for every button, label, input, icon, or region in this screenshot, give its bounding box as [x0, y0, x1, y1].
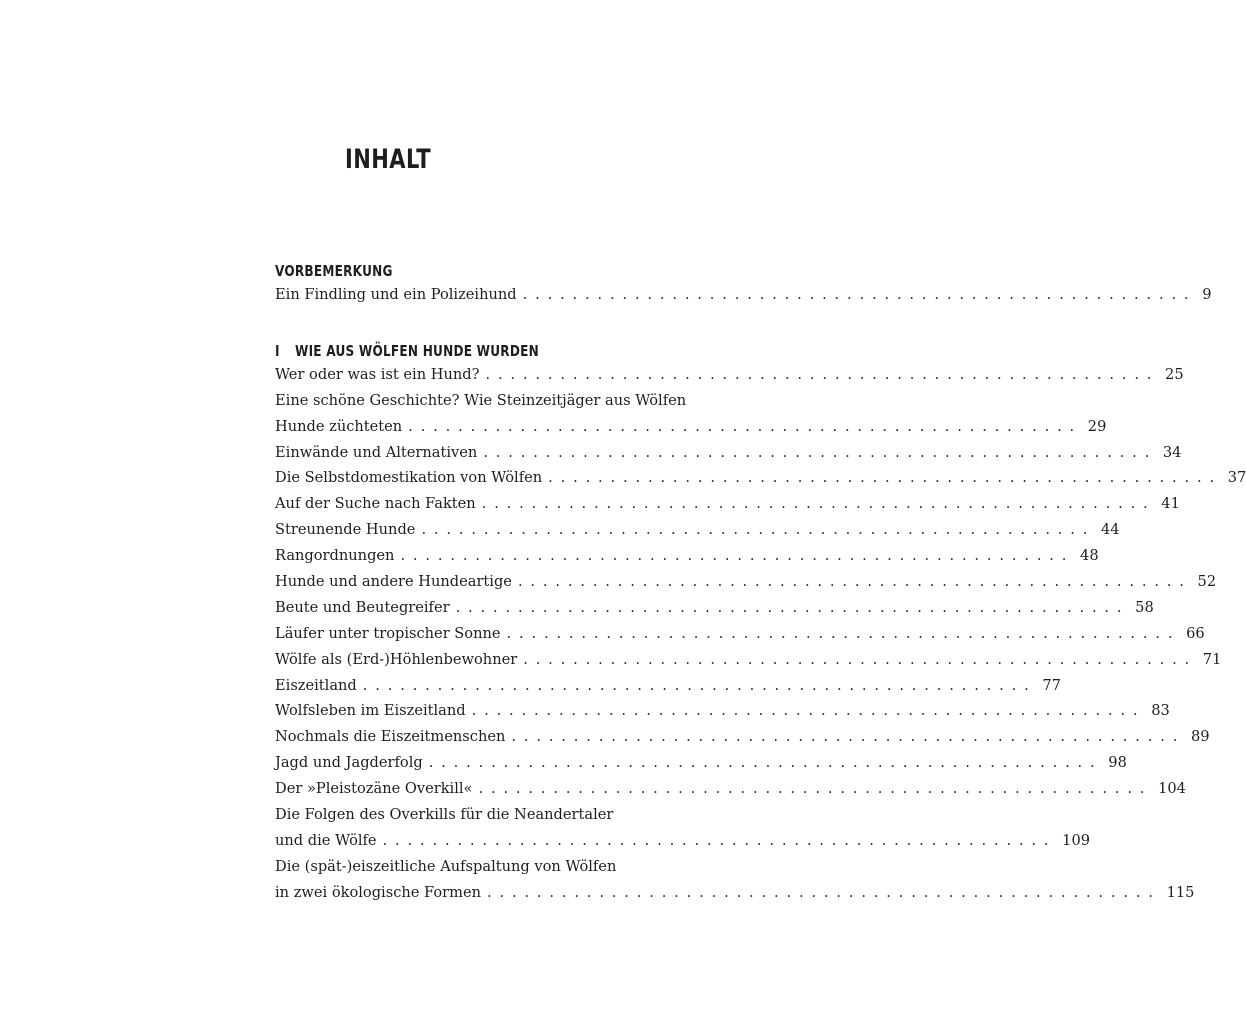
toc-page-number: 109 [1062, 831, 1091, 849]
toc-entry[interactable] [275, 414, 1107, 440]
toc-entry-title: Hunde und andere Hundeartige [275, 573, 512, 591]
toc-entry[interactable] [275, 750, 1127, 776]
dot-leader: . . . . . . . . . . . . . . . . . . . . . . . . . . . . . . . . . . . . . . . . . . . . . . . . . . . . . . [471, 702, 1140, 720]
toc-entry[interactable] [275, 776, 1186, 802]
toc-entry[interactable] [275, 724, 1210, 750]
toc-page-number: 89 [1190, 728, 1210, 746]
section-title: WIE AUS WÖLFEN HUNDE WURDEN [295, 341, 539, 360]
dot-leader: . . . . . . . . . . . . . . . . . . . . . . . . . . . . . . . . . . . . . . . . . . . . . . . . . . . . . . [517, 573, 1186, 591]
toc-entry[interactable] [275, 388, 725, 414]
dot-leader: . . . . . . . . . . . . . . . . . . . . . . . . . . . . . . . . . . . . . . . . . . . . . . . . . . . . . . [481, 495, 1150, 513]
dot-leader: . . . . . . . . . . . . . . . . . . . . . . . . . . . . . . . . . . . . . . . . . . . . . . . . . . . . . . [523, 650, 1191, 668]
toc-entry-title: Eiszeitland [275, 676, 357, 694]
toc-page-number: 66 [1186, 624, 1205, 642]
toc-entry[interactable] [275, 647, 1222, 673]
page-title: INHALT [345, 144, 432, 175]
toc-page-number: 83 [1151, 702, 1170, 720]
toc-entry-title: Die (spät-)eiszeitliche Aufspaltung von Wölfen [275, 857, 617, 875]
toc-entry[interactable] [275, 673, 1061, 699]
section-title: VORBEMERKUNG [275, 262, 393, 280]
toc-entry-title: Nochmals die Eiszeitmenschen [275, 728, 506, 746]
toc-page-number: 115 [1166, 883, 1195, 901]
toc-page-number: 25 [1165, 365, 1184, 383]
toc-page-number: 98 [1108, 754, 1127, 772]
toc-page-number: 41 [1161, 495, 1180, 513]
toc-entry[interactable] [275, 282, 1212, 308]
toc-entry[interactable] [275, 854, 725, 880]
dot-leader: . . . . . . . . . . . . . . . . . . . . . . . . . . . . . . . . . . . . . . . . . . . . . . . . . . . . . . [485, 365, 1154, 383]
toc-entry-title: Die Folgen des Overkills für die Neandertaler [275, 806, 614, 824]
dot-leader: . . . . . . . . . . . . . . . . . . . . . . . . . . . . . . . . . . . . . . . . . . . . . . . . . . . . . . [421, 521, 1090, 539]
dot-leader: . . . . . . . . . . . . . . . . . . . . . . . . . . . . . . . . . . . . . . . . . . . . . . . . . . . . . . [428, 754, 1097, 772]
dot-leader: . . . . . . . . . . . . . . . . . . . . . . . . . . . . . . . . . . . . . . . . . . . . . . . . . . . . . . [522, 286, 1191, 303]
toc-entry-title: Streunende Hunde [275, 521, 416, 539]
toc-entry[interactable] [275, 491, 1180, 517]
toc-entry-title: Hunde züchteten [275, 417, 403, 435]
toc-page-number: 77 [1042, 676, 1061, 694]
dot-leader: . . . . . . . . . . . . . . . . . . . . . . . . . . . . . . . . . . . . . . . . . . . . . . . . . . . . . . [511, 728, 1179, 746]
toc-entry-title: Wolfsleben im Eiszeitland [275, 702, 466, 720]
toc-entry-title: Ein Findling und ein Polizeihund [275, 286, 517, 303]
section-heading [275, 252, 725, 282]
toc-entry-title: Jagd und Jagderfolg [275, 754, 423, 772]
section-numeral: I [275, 341, 280, 360]
toc-entry-title: Die Selbstdomestikation von Wölfen [275, 469, 543, 487]
section-heading [275, 332, 725, 362]
dot-leader: . . . . . . . . . . . . . . . . . . . . . . . . . . . . . . . . . . . . . . . . . . . . . . . . . . . . . . [400, 547, 1069, 565]
toc-page-number: 48 [1080, 547, 1099, 565]
dot-leader: . . . . . . . . . . . . . . . . . . . . . . . . . . . . . . . . . . . . . . . . . . . . . . . . . . . . . . [548, 469, 1216, 487]
toc-entry[interactable] [275, 828, 1091, 854]
toc-entry[interactable] [275, 362, 1184, 388]
toc-entry[interactable] [275, 569, 1217, 595]
toc-entry[interactable] [275, 880, 1195, 906]
toc-page-number: 44 [1101, 521, 1120, 539]
toc-entry[interactable] [275, 517, 1120, 543]
toc-page-number: 104 [1158, 780, 1186, 798]
toc-page-number: 9 [1202, 286, 1212, 303]
dot-leader: . . . . . . . . . . . . . . . . . . . . . . . . . . . . . . . . . . . . . . . . . . . . . . . . . . . . . . [382, 831, 1051, 849]
toc-entry[interactable] [275, 440, 1182, 466]
dot-leader: . . . . . . . . . . . . . . . . . . . . . . . . . . . . . . . . . . . . . . . . . . . . . . . . . . . . . . [362, 676, 1031, 694]
toc-entry-title: Rangordnungen [275, 547, 395, 565]
toc-page-number: 34 [1162, 443, 1182, 461]
dot-leader: . . . . . . . . . . . . . . . . . . . . . . . . . . . . . . . . . . . . . . . . . . . . . . . . . . . . . . [455, 598, 1124, 616]
toc-page-number: 29 [1087, 417, 1107, 435]
toc-page-number: 58 [1135, 598, 1154, 616]
toc-entry[interactable] [275, 621, 1205, 647]
toc-entry[interactable] [275, 698, 1170, 724]
toc-entry-title: Beute und Beutegreifer [275, 598, 450, 616]
toc-entry-title: Der »Pleistozäne Overkill« [275, 780, 473, 798]
toc-page-number: 52 [1197, 573, 1217, 591]
toc-entry-title: in zwei ökologische Formen [275, 883, 482, 901]
toc-page-number: 37 [1227, 469, 1246, 487]
toc-entry[interactable] [275, 465, 1246, 491]
section-gap [275, 308, 725, 332]
toc-entry-title: Wölfe als (Erd-)Höhlenbewohner [275, 650, 518, 668]
toc-entry[interactable] [275, 543, 1099, 569]
toc-entry-title: Läufer unter tropischer Sonne [275, 624, 501, 642]
toc-page-number: 71 [1202, 650, 1222, 668]
toc-entry-title: Wer oder was ist ein Hund? [275, 365, 480, 383]
toc-entry-title: Eine schöne Geschichte? Wie Steinzeitjäger aus Wölfen [275, 391, 687, 409]
table-of-contents [275, 252, 1246, 906]
dot-leader: . . . . . . . . . . . . . . . . . . . . . . . . . . . . . . . . . . . . . . . . . . . . . . . . . . . . . . [408, 417, 1076, 435]
dot-leader: . . . . . . . . . . . . . . . . . . . . . . . . . . . . . . . . . . . . . . . . . . . . . . . . . . . . . . [506, 624, 1175, 642]
toc-entry-title: und die Wölfe [275, 831, 377, 849]
dot-leader: . . . . . . . . . . . . . . . . . . . . . . . . . . . . . . . . . . . . . . . . . . . . . . . . . . . . . . [487, 883, 1155, 901]
toc-entry[interactable] [275, 595, 1154, 621]
dot-leader: . . . . . . . . . . . . . . . . . . . . . . . . . . . . . . . . . . . . . . . . . . . . . . . . . . . . . . [483, 443, 1151, 461]
toc-entry-title: Einwände und Alternativen [275, 443, 478, 461]
dot-leader: . . . . . . . . . . . . . . . . . . . . . . . . . . . . . . . . . . . . . . . . . . . . . . . . . . . . . . [478, 780, 1147, 798]
toc-entry-title: Auf der Suche nach Fakten [275, 495, 476, 513]
toc-entry[interactable] [275, 802, 725, 828]
